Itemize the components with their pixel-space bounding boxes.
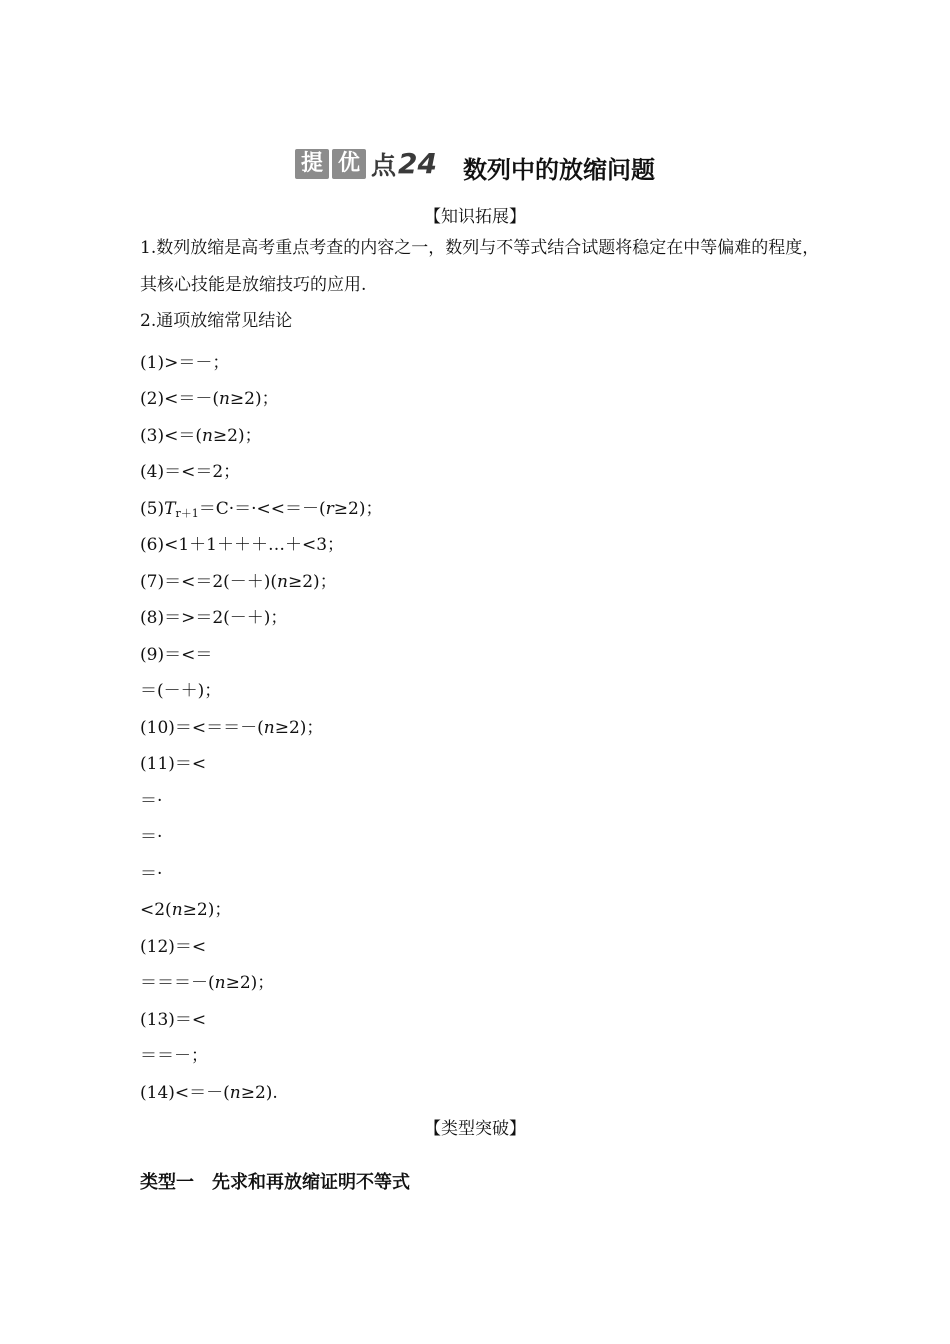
formula-line-5 xyxy=(140,494,382,521)
formula-variable: r xyxy=(325,499,334,519)
formula-variable: T xyxy=(164,499,176,519)
formula-text: ≥2)； xyxy=(212,426,262,446)
formula-line-13: (13)＝< xyxy=(140,1010,207,1030)
type-one-heading: 类型一 先求和再放缩证明不等式 xyxy=(140,1172,410,1193)
badge-number: 24 xyxy=(398,147,437,180)
formula-variable: n xyxy=(171,900,183,920)
formula-text: ≥2). xyxy=(240,1083,278,1103)
formula-line-9-cont: ＝(－＋)； xyxy=(140,681,222,701)
formula-line-4: (4)＝<＝2； xyxy=(140,462,241,482)
knowledge-paragraph-1: 1.数列放缩是高考重点考查的内容之一，数列与不等式结合试题将稳定在中等偏难的程度，其核心技能是放缩技巧的应用. xyxy=(140,238,820,295)
formula-text: ≥2)； xyxy=(274,718,324,738)
formula-line-11-cont-3: ＝· xyxy=(140,864,163,884)
formula-text: <2( xyxy=(140,900,172,920)
formula-variable: n xyxy=(214,973,226,993)
formula-line-6: (6)<1＋1＋＋＋…＋<3； xyxy=(140,535,345,555)
formula-line-7 xyxy=(140,567,337,592)
formula-line-10 xyxy=(140,713,323,738)
formula-line-3 xyxy=(140,421,262,446)
formula-text: ≥2)； xyxy=(288,572,337,592)
formula-line-9: (9)＝<＝ xyxy=(140,645,213,665)
formula-text: ≥2)； xyxy=(229,389,279,409)
formula-text: ≥2)； xyxy=(333,499,383,519)
badge-point: 点 xyxy=(371,150,397,180)
title-row xyxy=(0,142,950,185)
formula-variable: n xyxy=(218,389,230,409)
knowledge-paragraph-2: 2.通项放缩常见结论 xyxy=(140,311,293,331)
formula-variable: n xyxy=(277,572,288,592)
formula-text: ≥2)； xyxy=(225,973,275,993)
badge-char-2: 优 xyxy=(332,149,366,179)
formula-line-1: (1)>＝－； xyxy=(140,353,230,373)
formula-text: ≥2)； xyxy=(182,900,232,920)
formula-line-12-cont xyxy=(140,968,274,993)
formula-line-12: (12)＝< xyxy=(140,937,207,957)
formula-line-8: (8)＝>＝2(－＋)； xyxy=(140,608,288,628)
formula-text: ＝C·＝·<<＝－( xyxy=(198,499,326,519)
formula-text: (7)＝<＝2(－＋)( xyxy=(140,572,278,592)
formula-line-13-cont: ＝＝－； xyxy=(140,1046,208,1066)
formula-variable: n xyxy=(201,426,213,446)
formula-subscript: r＋1 xyxy=(175,507,199,520)
badge-char-1: 提 xyxy=(295,149,329,179)
formula-text: (5) xyxy=(140,499,165,519)
formula-text: (10)＝<＝＝－( xyxy=(140,718,264,738)
formula-line-2 xyxy=(140,384,279,409)
page-title: 数列中的放缩问题 xyxy=(462,156,655,184)
section-badge xyxy=(295,146,437,182)
formula-line-11-cont-4 xyxy=(140,895,231,920)
formula-variable: n xyxy=(229,1083,241,1103)
formula-line-11-cont-2: ＝· xyxy=(140,827,163,847)
formula-line-14 xyxy=(140,1078,278,1103)
types-heading: 【类型突破】 xyxy=(424,1119,526,1139)
formula-text: (14)<＝－( xyxy=(140,1083,230,1103)
formula-text: (2)<＝－( xyxy=(140,389,219,409)
formula-line-11-cont-1: ＝· xyxy=(140,791,163,811)
knowledge-heading: 【知识拓展】 xyxy=(424,207,526,227)
formula-text: (3)<＝( xyxy=(140,426,202,446)
formula-line-11: (11)＝< xyxy=(140,754,207,774)
formula-variable: n xyxy=(263,718,275,738)
formula-text: ＝＝＝－( xyxy=(140,973,215,993)
